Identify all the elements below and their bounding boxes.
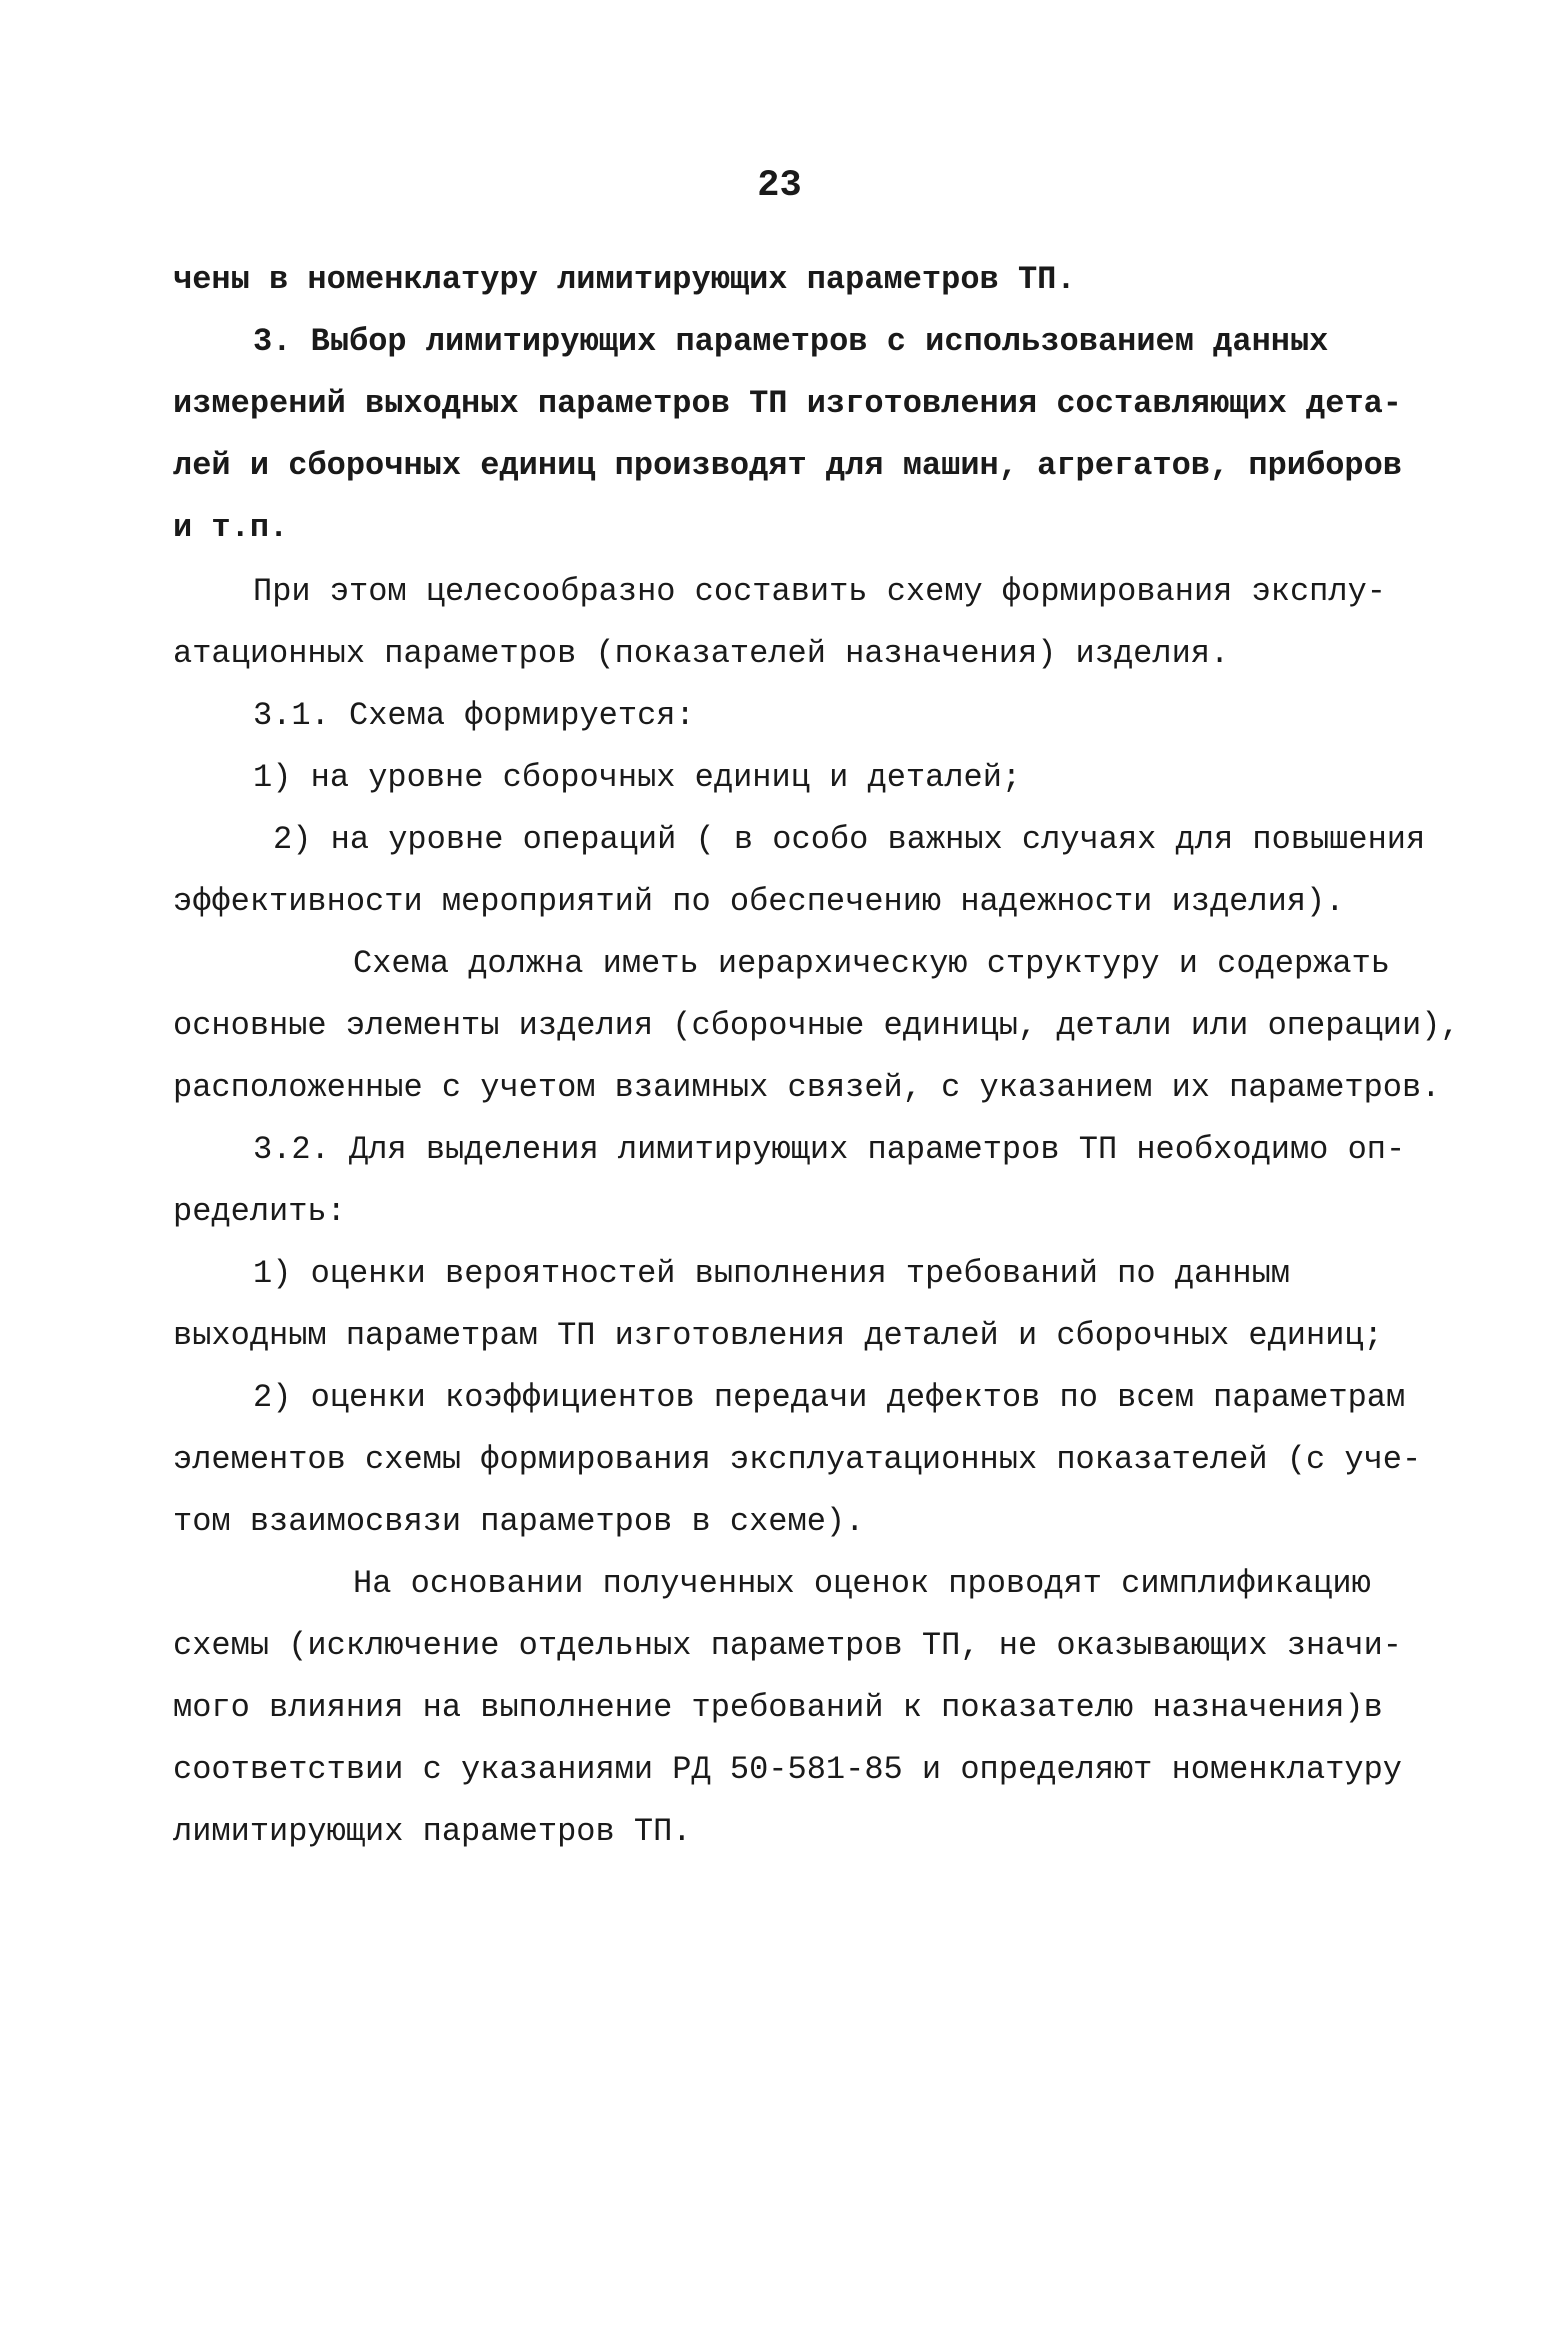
text-line: измерений выходных параметров ТП изготовления составляющих дета-: [173, 385, 1402, 422]
text-line: 2) на уровне операций ( в особо важных случаях для повышения: [273, 821, 1426, 858]
text-line: лимитирующих параметров ТП.: [173, 1813, 692, 1850]
text-line: 3.1. Схема формируется:: [253, 697, 695, 734]
text-line: 1) на уровне сборочных единиц и деталей;: [253, 759, 1022, 796]
text-line: При этом целесообразно составить схему формирования эксплу-: [253, 573, 1386, 610]
text-line: ределить:: [173, 1193, 346, 1230]
text-line: чены в номенклатуру лимитирующих параметров ТП.: [173, 261, 1076, 298]
text-line: лей и сборочных единиц производят для машин, агрегатов, приборов: [173, 447, 1402, 484]
text-line: схемы (исключение отдельных параметров ТП, не оказывающих значи-: [173, 1627, 1402, 1664]
text-line: расположенные с учетом взаимных связей, с указанием их параметров.: [173, 1069, 1441, 1106]
text-line: 1) оценки вероятностей выполнения требований по данным: [253, 1255, 1290, 1292]
text-line: На основании полученных оценок проводят симплификацию: [353, 1565, 1371, 1602]
text-line: 3.2. Для выделения лимитирующих параметров ТП необходимо оп-: [253, 1131, 1406, 1168]
text-line: и т.п.: [173, 509, 289, 546]
page-number: 23: [757, 165, 802, 207]
text-line: выходным параметрам ТП изготовления деталей и сборочных единиц;: [173, 1317, 1383, 1354]
text-line: основные элементы изделия (сборочные единицы, детали или операции),: [173, 1007, 1460, 1044]
text-line: том взаимосвязи параметров в схеме).: [173, 1503, 865, 1540]
text-line: Схема должна иметь иерархическую структуру и содержать: [353, 945, 1390, 982]
text-line: эффективности мероприятий по обеспечению надежности изделия).: [173, 883, 1345, 920]
text-line: мого влияния на выполнение требований к показателю назначения)в: [173, 1689, 1383, 1726]
text-line: атационных параметров (показателей назначения) изделия.: [173, 635, 1230, 672]
text-line: соответствии с указаниями РД 50-581-85 и определяют номенклатуру: [173, 1751, 1402, 1788]
text-line: элементов схемы формирования эксплуатационных показателей (с уче-: [173, 1441, 1422, 1478]
text-line: 2) оценки коэффициентов передачи дефектов по всем параметрам: [253, 1379, 1406, 1416]
text-line: 3. Выбор лимитирующих параметров с использованием данных: [253, 323, 1329, 360]
